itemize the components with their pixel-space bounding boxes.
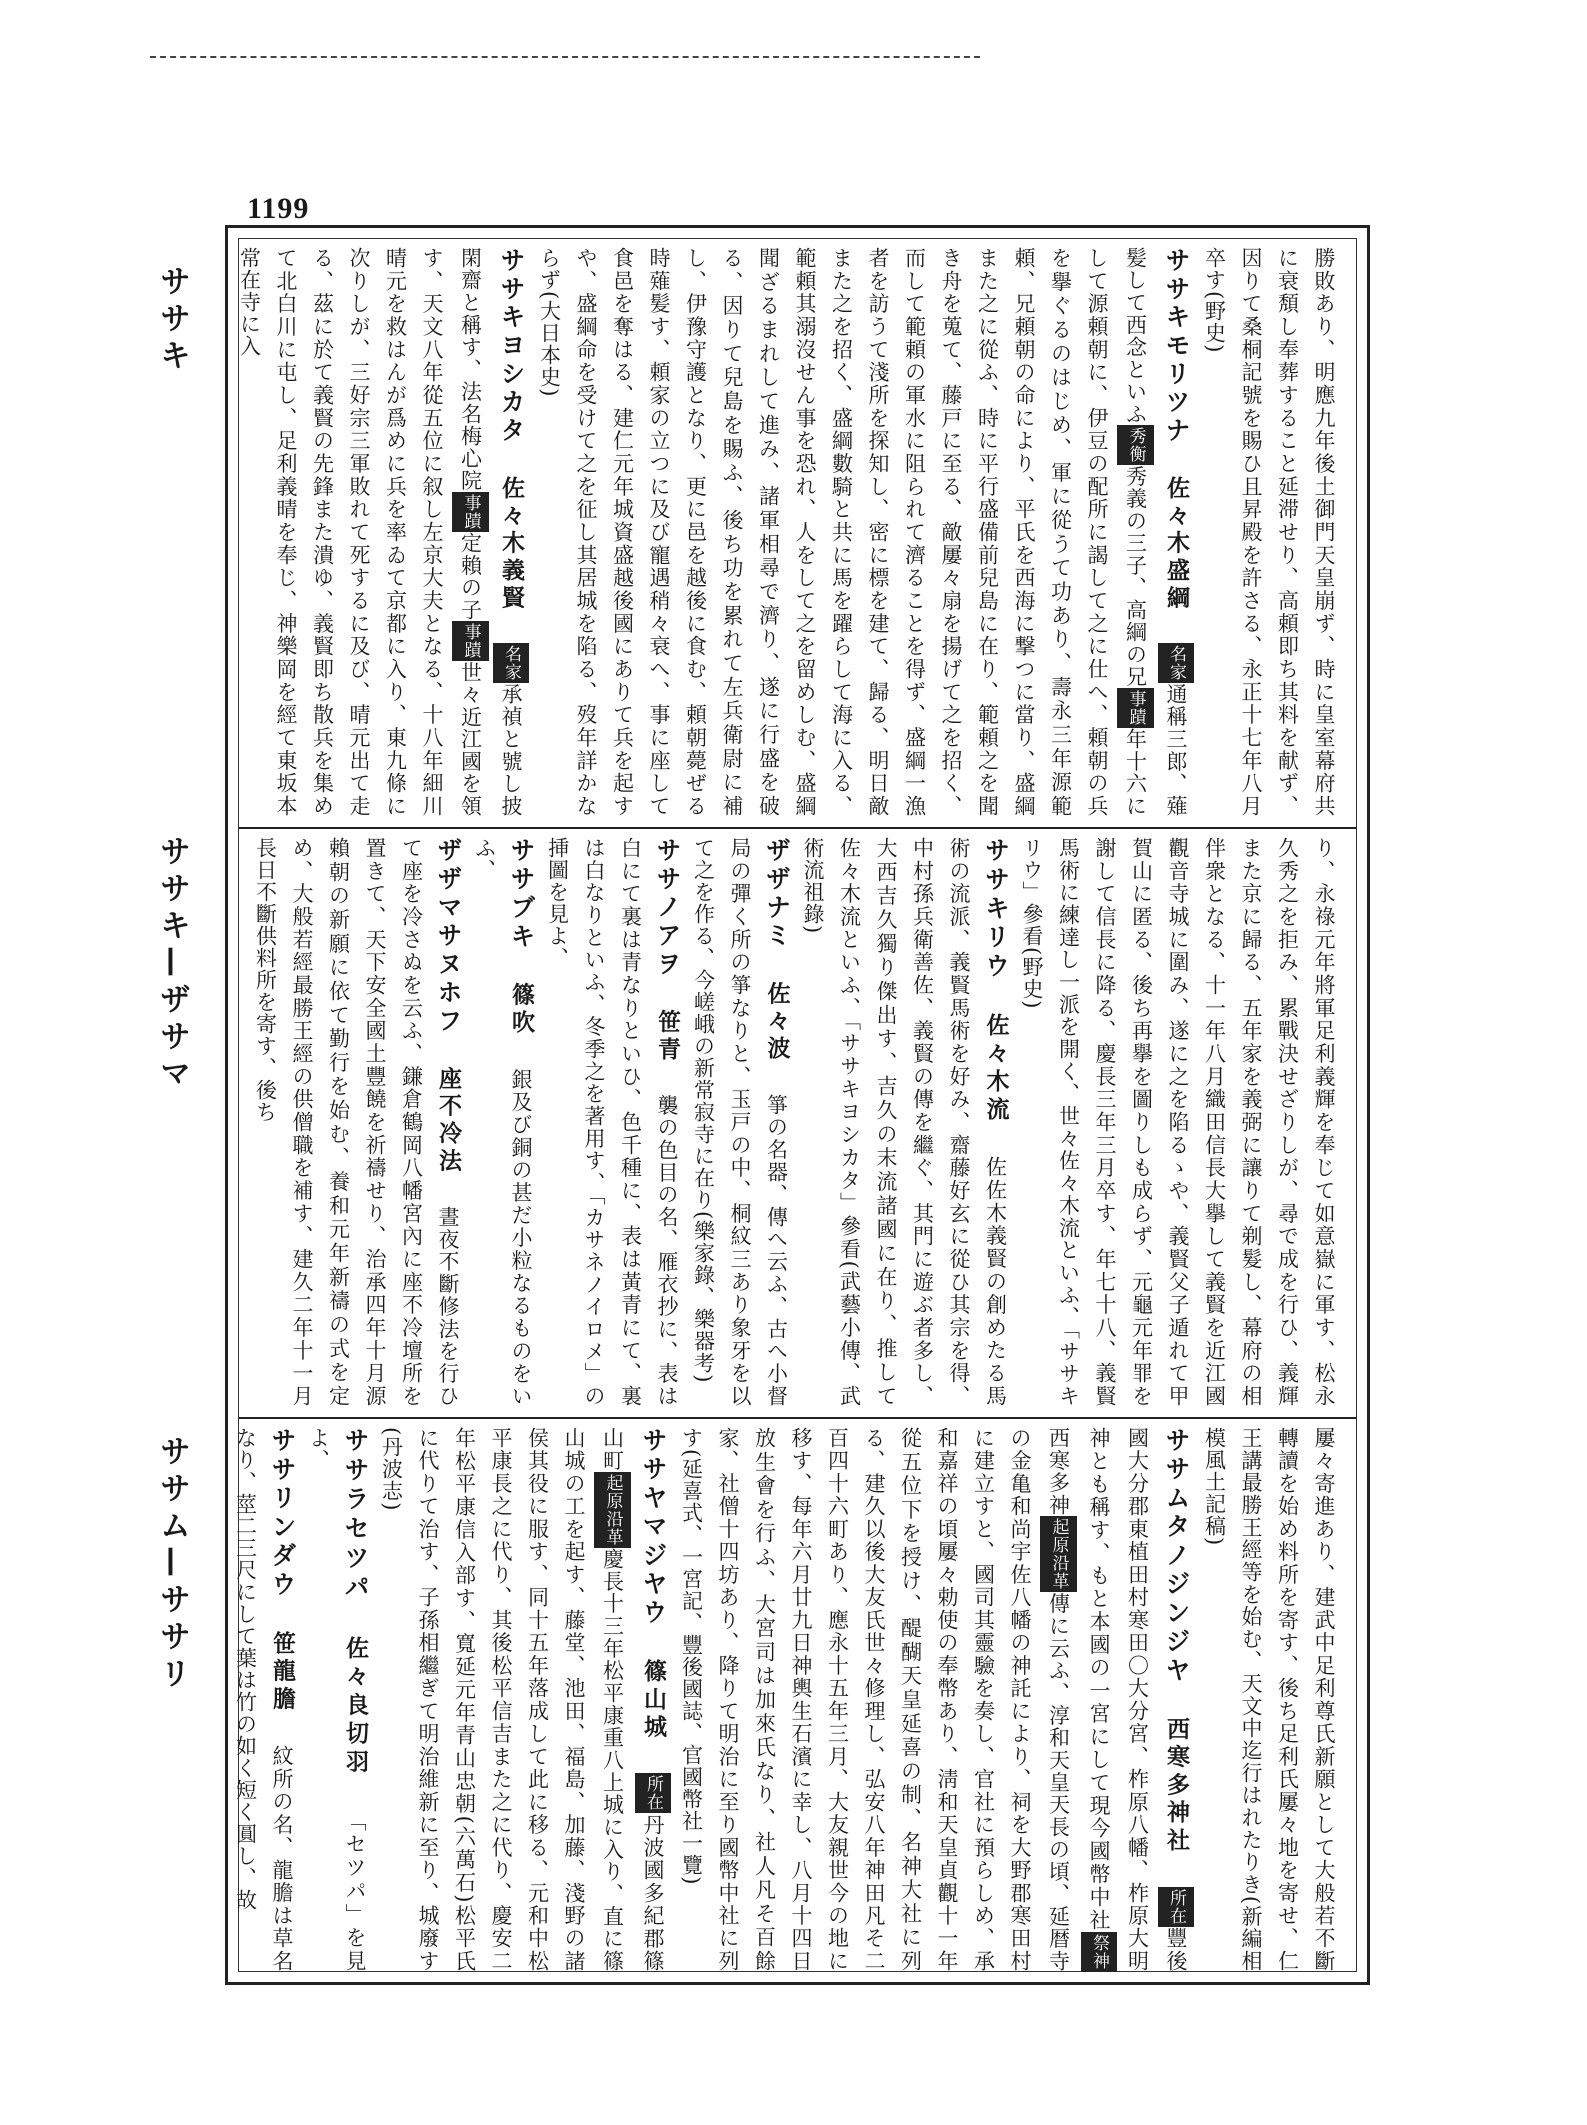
band-divider bbox=[239, 827, 1356, 829]
section-tag: 名家 bbox=[1158, 643, 1195, 683]
entry-kanji: 篠吹 bbox=[508, 982, 535, 1038]
section-tag: 名家 bbox=[493, 643, 530, 683]
band-middle bbox=[253, 837, 1342, 1407]
entry-headword: ササノアヲ bbox=[653, 837, 682, 979]
band-divider bbox=[239, 1417, 1356, 1419]
page-number: 1199 bbox=[247, 192, 310, 225]
entry-body: 豐後國大分郡東植田村寒田〇大分宮、柞原八幡、柞原大明神とも稱す、もと本國の一宮にして現今國幣中社 bbox=[1087, 1427, 1188, 1972]
entry-body: り、永祿元年將軍足利義輝を奉じて如意嶽に軍す、松永久秀之を拒み、累戰決せざりしが、尋で成を行ひ、義輝また京に歸る、五年家を義弼に讓りて剃髮し、幕府の相伴衆となる、十一年八月織田信長大擧して義賢を近江國觀音寺城に圍み、遂に之を陷るゝや、義賢父子遁れて甲賀山に匿る、後ち再擧を圖りしも成らず、元龜元年罪を謝して信長に降る、慶長三年三月卒す、年七十八、義賢馬術に練達し一派を開く、世々佐々木流といふ、「ササキリウ」參看(野史) bbox=[1020, 837, 1336, 1407]
entry-sasaki-ryu bbox=[801, 837, 1011, 1407]
entry-body: 傳に云ふ、淳和天皇天長の頃、延暦寺の金亀和尚宇佐八幡の神託により、祠を大野郡寒田村に建立すと、國司其靈驗を奏し、官社に預らしめ、承和嘉祥の頃屢々勅使の奉幣あり、淸和天皇貞觀十一年從五位下を授け、醍醐天皇延喜の制、名神大社に列る、建久以後大友氏世々修理し、弘安八年神田凡そ二百四十六町あり、應永十五年三月、大友親世今の地に移す、每年六月廿九日神輿生石濱に幸し、八月十四日放生會を行ふ、大宮司は加來氏なり、社人凡そ百餘家、社僧十四坊あり、降りて明治に至り國幣中社に列す(延喜式、一宮記、豐後國誌、官國幣社一覽) bbox=[679, 1427, 1071, 1973]
top-rule bbox=[150, 56, 980, 58]
entry-body: 丹波國多紀郡篠山町 bbox=[600, 1427, 665, 1973]
entry-sasaki-yoshikata bbox=[238, 247, 524, 817]
entry-sasaki-moritsuna bbox=[538, 247, 1189, 817]
section-tag: 祭神 bbox=[1081, 1932, 1118, 1972]
entry-body: 勝敗あり、明應九年後土御門天皇崩ず、時に皇室幕府共に衰頽し奉葬すること延滞せり、高頼即ち其料を献ず、因りて桑桐記號を賜ひ且昇殿を許さる、永正十七年八月卒す(野史) bbox=[1202, 247, 1336, 817]
entry-body: 銀及び銅の甚だ小粒なるものをいふ、 bbox=[472, 837, 533, 1407]
entry-kanji: 佐々木義賢 bbox=[498, 475, 525, 613]
entry-zazamasanuhofu bbox=[254, 837, 461, 1407]
entry-headword: ササキモリツナ bbox=[1162, 247, 1191, 446]
entry-continuation bbox=[1020, 837, 1336, 1407]
entry-body: 年十六にして源頼朝に、伊豆の配所に謁して之に仕へ、頼朝の兵を擧ぐるのはじめ、軍に從うて功あり、壽永三年源範頼、兄頼朝の命により、平氏を西海に撃つに當り、盛綱また之に從ふ、時に平行盛備前兒島に在り、範頼之を聞き舟を蒐て、藤戸に至る、敵屢々扇を揚げて之を招く、而して範頼の軍水に阻られて濟ることを得ず、盛綱一漁者を訪うて淺所を探知し、密に標を建て、歸る、明日敵また之を招く、盛綱數騎と共に馬を躍らして海に入る、範頼其溺沒せん事を恐れ、人をして之を留めしむ、盛綱聞ざるまれして進み、諸軍相尋で濟り、遂に行盛を破る、因りて兒島を賜ふ、後ち功を累れて左兵衛尉に補し、伊豫守護となり、更に邑を越後に食む、頼朝薨ぜる時薙髪す、頼家の立つに及び寵遇稍々衰へ、事に座して食邑を奪はる、建仁元年城資盛越後國にありて兵を起すや、盛綱命を受けて之を征し其居城を陷る、歿年詳かならず(大日本史) bbox=[537, 247, 1148, 818]
entry-body: 通稱三郎、薙髪して西念といふ bbox=[1123, 247, 1188, 818]
side-label-middle: ササキ—ザサマ bbox=[154, 835, 190, 1094]
entry-body: 晝夜不斷修法を行ひて座を冷さぬを云ふ、鎌倉鶴岡八幡宮內に座不冷壇所を置きて、天下安全國土豐饒を祈禱せり、治承四年十月源賴朝の新願に依て勤行を始む、養和元年新禱の式を定め、大般若經最勝王經の供僧職を補す、建久二年十一月長日不斷供料所を寄す、後ち bbox=[253, 837, 460, 1407]
entry-body: 承禎と號し披閑齋と稱す、法名梅心院 bbox=[458, 247, 523, 818]
band-middle-text bbox=[247, 837, 1342, 1407]
section-tag: 所在 bbox=[635, 1773, 672, 1813]
entry-body: 「セツパ」を見よ、 bbox=[306, 1427, 367, 1973]
entry-body: 佐佐木義賢の創めたる馬術の流派、義賢馬術を好み、齋藤好玄に從ひ其宗を得、中村孫兵衛善佐、義賢の傳を繼ぐ、其門に遊ぶ者多し、大西吉久獨り傑出す、吉久の末流諸國に在り、推して佐々木流といふ、「ササキヨシカタ」參看(武藝小傳、武術流祖錄) bbox=[801, 837, 1008, 1407]
entry-headword: ザザマサヌホフ bbox=[434, 837, 463, 1036]
entry-sasayama-jo bbox=[380, 1427, 666, 1972]
section-tag: 起原沿革 bbox=[594, 1472, 631, 1548]
dictionary-page-frame bbox=[225, 225, 1370, 1985]
entry-headword: ザザナミ bbox=[762, 837, 792, 951]
entry-kanji: 佐々良切羽 bbox=[342, 1635, 369, 1778]
entry-headword: ササヤマジヤウ bbox=[639, 1427, 668, 1628]
band-top bbox=[237, 247, 1342, 818]
entry-body: 箏の名器、傳へ云ふ、古へ小督局の彈く所の箏なりと、玉戸の中、桐紋三あり象牙を以て之を作る、今嵯峨の新常寂寺に在り(樂家錄、樂器考) bbox=[691, 837, 789, 1407]
section-tag: 秀衡 bbox=[1117, 425, 1154, 465]
entry-body: 屢々寄進あり、建武中足利尊氏新願として大般若不斷轉讀を始め料所を寄す、後ち足利氏屢々地を寄せ、仁王講最勝王經等を始む、天文中迄行はれたりき(新編相模風土記稿) bbox=[1202, 1427, 1336, 1972]
entry-headword: ササブキ bbox=[507, 837, 536, 952]
band-bottom-text bbox=[227, 1427, 1342, 1972]
frame-inner-border bbox=[233, 238, 1357, 1973]
entry-sasarindau bbox=[234, 1427, 295, 1972]
entry-headword: ササムタノジンジヤ bbox=[1162, 1427, 1191, 1686]
entry-sasanoao bbox=[546, 837, 680, 1407]
entry-body: 襲の色目の名、雁衣抄に、表は白にて裏は青なりといひ、色千種に、表は黃青にて、裏は白なりといふ、冬季之を著用す、「カサネノイロメ」の挿圖を見よ、 bbox=[545, 837, 679, 1407]
entry-kanji: 佐々波 bbox=[763, 981, 791, 1064]
entry-headword: ササリンダウ bbox=[268, 1427, 297, 1600]
entry-body: 紋所の名、龍膽は草名なり、莖二三尺にして葉は竹の如く短く圓し、故 bbox=[233, 1427, 294, 1973]
section-tag: 事蹟 bbox=[452, 492, 489, 532]
entry-headword: ササキヨシカタ bbox=[497, 247, 526, 446]
entry-body: 西寒多神 bbox=[1046, 1427, 1071, 1517]
section-tag: 所在 bbox=[1158, 1887, 1195, 1927]
section-tag: 事蹟 bbox=[452, 621, 489, 661]
section-tag: 事蹟 bbox=[1117, 688, 1154, 728]
band-top-text bbox=[231, 247, 1342, 817]
entry-kanji: 笹青 bbox=[654, 1009, 681, 1064]
entry-sasabuki bbox=[473, 837, 534, 1407]
band-bottom bbox=[233, 1427, 1342, 1973]
entry-headword: ササラセツパ bbox=[341, 1427, 370, 1604]
entry-body: 世々近江國を領す、天文八年從五位に叙し左京大夫となる、十八年細川晴元を救はんが爲めに兵を率ゐて京都に入り、東九條に次りしが、三好宗三軍敗れて死するに及び、晴元出て走る、茲に於て義賢の先鋒また潰ゆ、義賢即ち散兵を集めて北白川に屯し、足利義晴を奉じ、神樂岡を經て東坂本常在寺に入 bbox=[237, 247, 483, 818]
entry-kanji: 佐々木流 bbox=[982, 1012, 1010, 1125]
entry-body: 秀義の三子、高綱の兄 bbox=[1123, 465, 1148, 688]
side-label-top: ササキ bbox=[154, 265, 190, 376]
entry-sasara-seppa bbox=[307, 1427, 368, 1972]
entry-kanji: 笹龍膽 bbox=[269, 1630, 296, 1715]
entry-continuation bbox=[1203, 1427, 1337, 1972]
entry-kanji: 篠山城 bbox=[640, 1658, 667, 1743]
entry-kanji: 佐々木盛綱 bbox=[1163, 475, 1190, 613]
side-label-bottom: ササム—ササリ bbox=[154, 1435, 190, 1694]
entry-kanji: 西寒多神社 bbox=[1163, 1716, 1190, 1856]
section-tag: 起原沿革 bbox=[1040, 1516, 1077, 1592]
entry-sazanami bbox=[691, 837, 792, 1407]
entry-body: 定賴の子 bbox=[458, 531, 483, 622]
entry-headword: ササキリウ bbox=[981, 837, 1011, 982]
entry-body: 慶長十三年松平康重八上城に入り、直に篠山城の工を起す、藤堂、池田、福島、加藤、淺野の諸侯其役に服す、同十五年落成して此に移る、元和中松平康長之に代り、其後松平信吉また之に代り、慶安二年松平康信入部す、寬延元年青山忠朝(六萬石)松平氏に代りて治す、子孫相繼ぎて明治維新に至り、城廢す(丹波志) bbox=[379, 1427, 625, 1973]
entry-sasamuta-jinja bbox=[680, 1427, 1189, 1972]
entry-kanji: 座不冷法 bbox=[435, 1066, 462, 1176]
entry-continuation bbox=[1203, 247, 1337, 817]
